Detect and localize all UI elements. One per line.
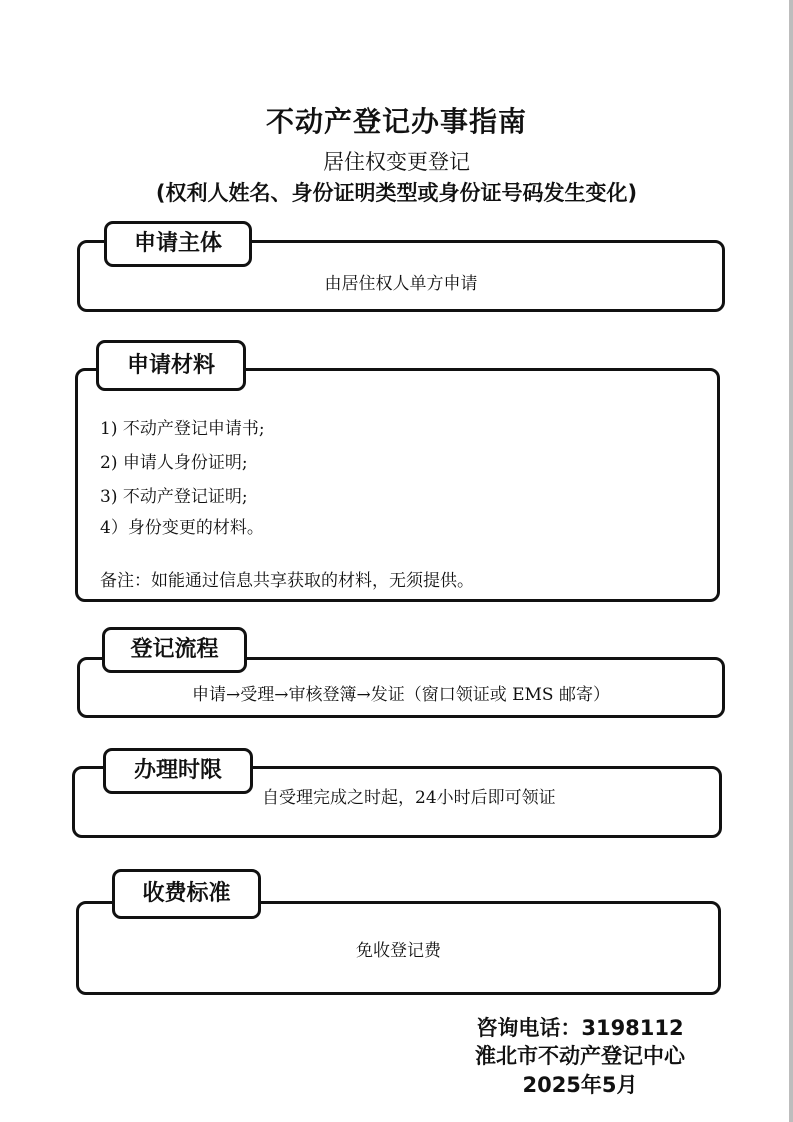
applicant-text: 由居住权人单方申请 (324, 274, 478, 294)
page-title: 不动产登记办事指南 (265, 105, 527, 138)
process-tag: 登记流程 (102, 627, 247, 673)
materials-item-1: 1) 不动产登记申请书; (100, 419, 265, 439)
materials-item-4: 4）身份变更的材料。 (100, 518, 264, 538)
footer-phone: 咨询电话：3198112 (476, 1016, 684, 1040)
materials-tag: 申请材料 (96, 340, 246, 391)
time-limit-tag: 办理时限 (103, 748, 253, 794)
process-text: 申请→受理→审核登簿→发证（窗口领证或 EMS 邮寄） (191, 685, 610, 705)
applicant-tag: 申请主体 (104, 221, 252, 267)
page-subtitle-note: (权利人姓名、身份证明类型或身份证号码发生变化) (155, 181, 638, 205)
materials-item-3: 3) 不动产登记证明; (100, 487, 248, 507)
time-limit-text: 自受理完成之时起，24小时后即可领证 (262, 788, 556, 808)
footer-organization: 淮北市不动产登记中心 (475, 1044, 685, 1068)
fee-tag: 收费标准 (112, 869, 261, 919)
materials-item-2: 2) 申请人身份证明; (100, 453, 248, 473)
materials-note: 备注：如能通过信息共享获取的材料，无须提供。 (100, 571, 474, 591)
page-subtitle: 居住权变更登记 (323, 150, 470, 174)
footer-date: 2025年5月 (522, 1073, 638, 1097)
fee-text: 免收登记费 (356, 941, 441, 961)
